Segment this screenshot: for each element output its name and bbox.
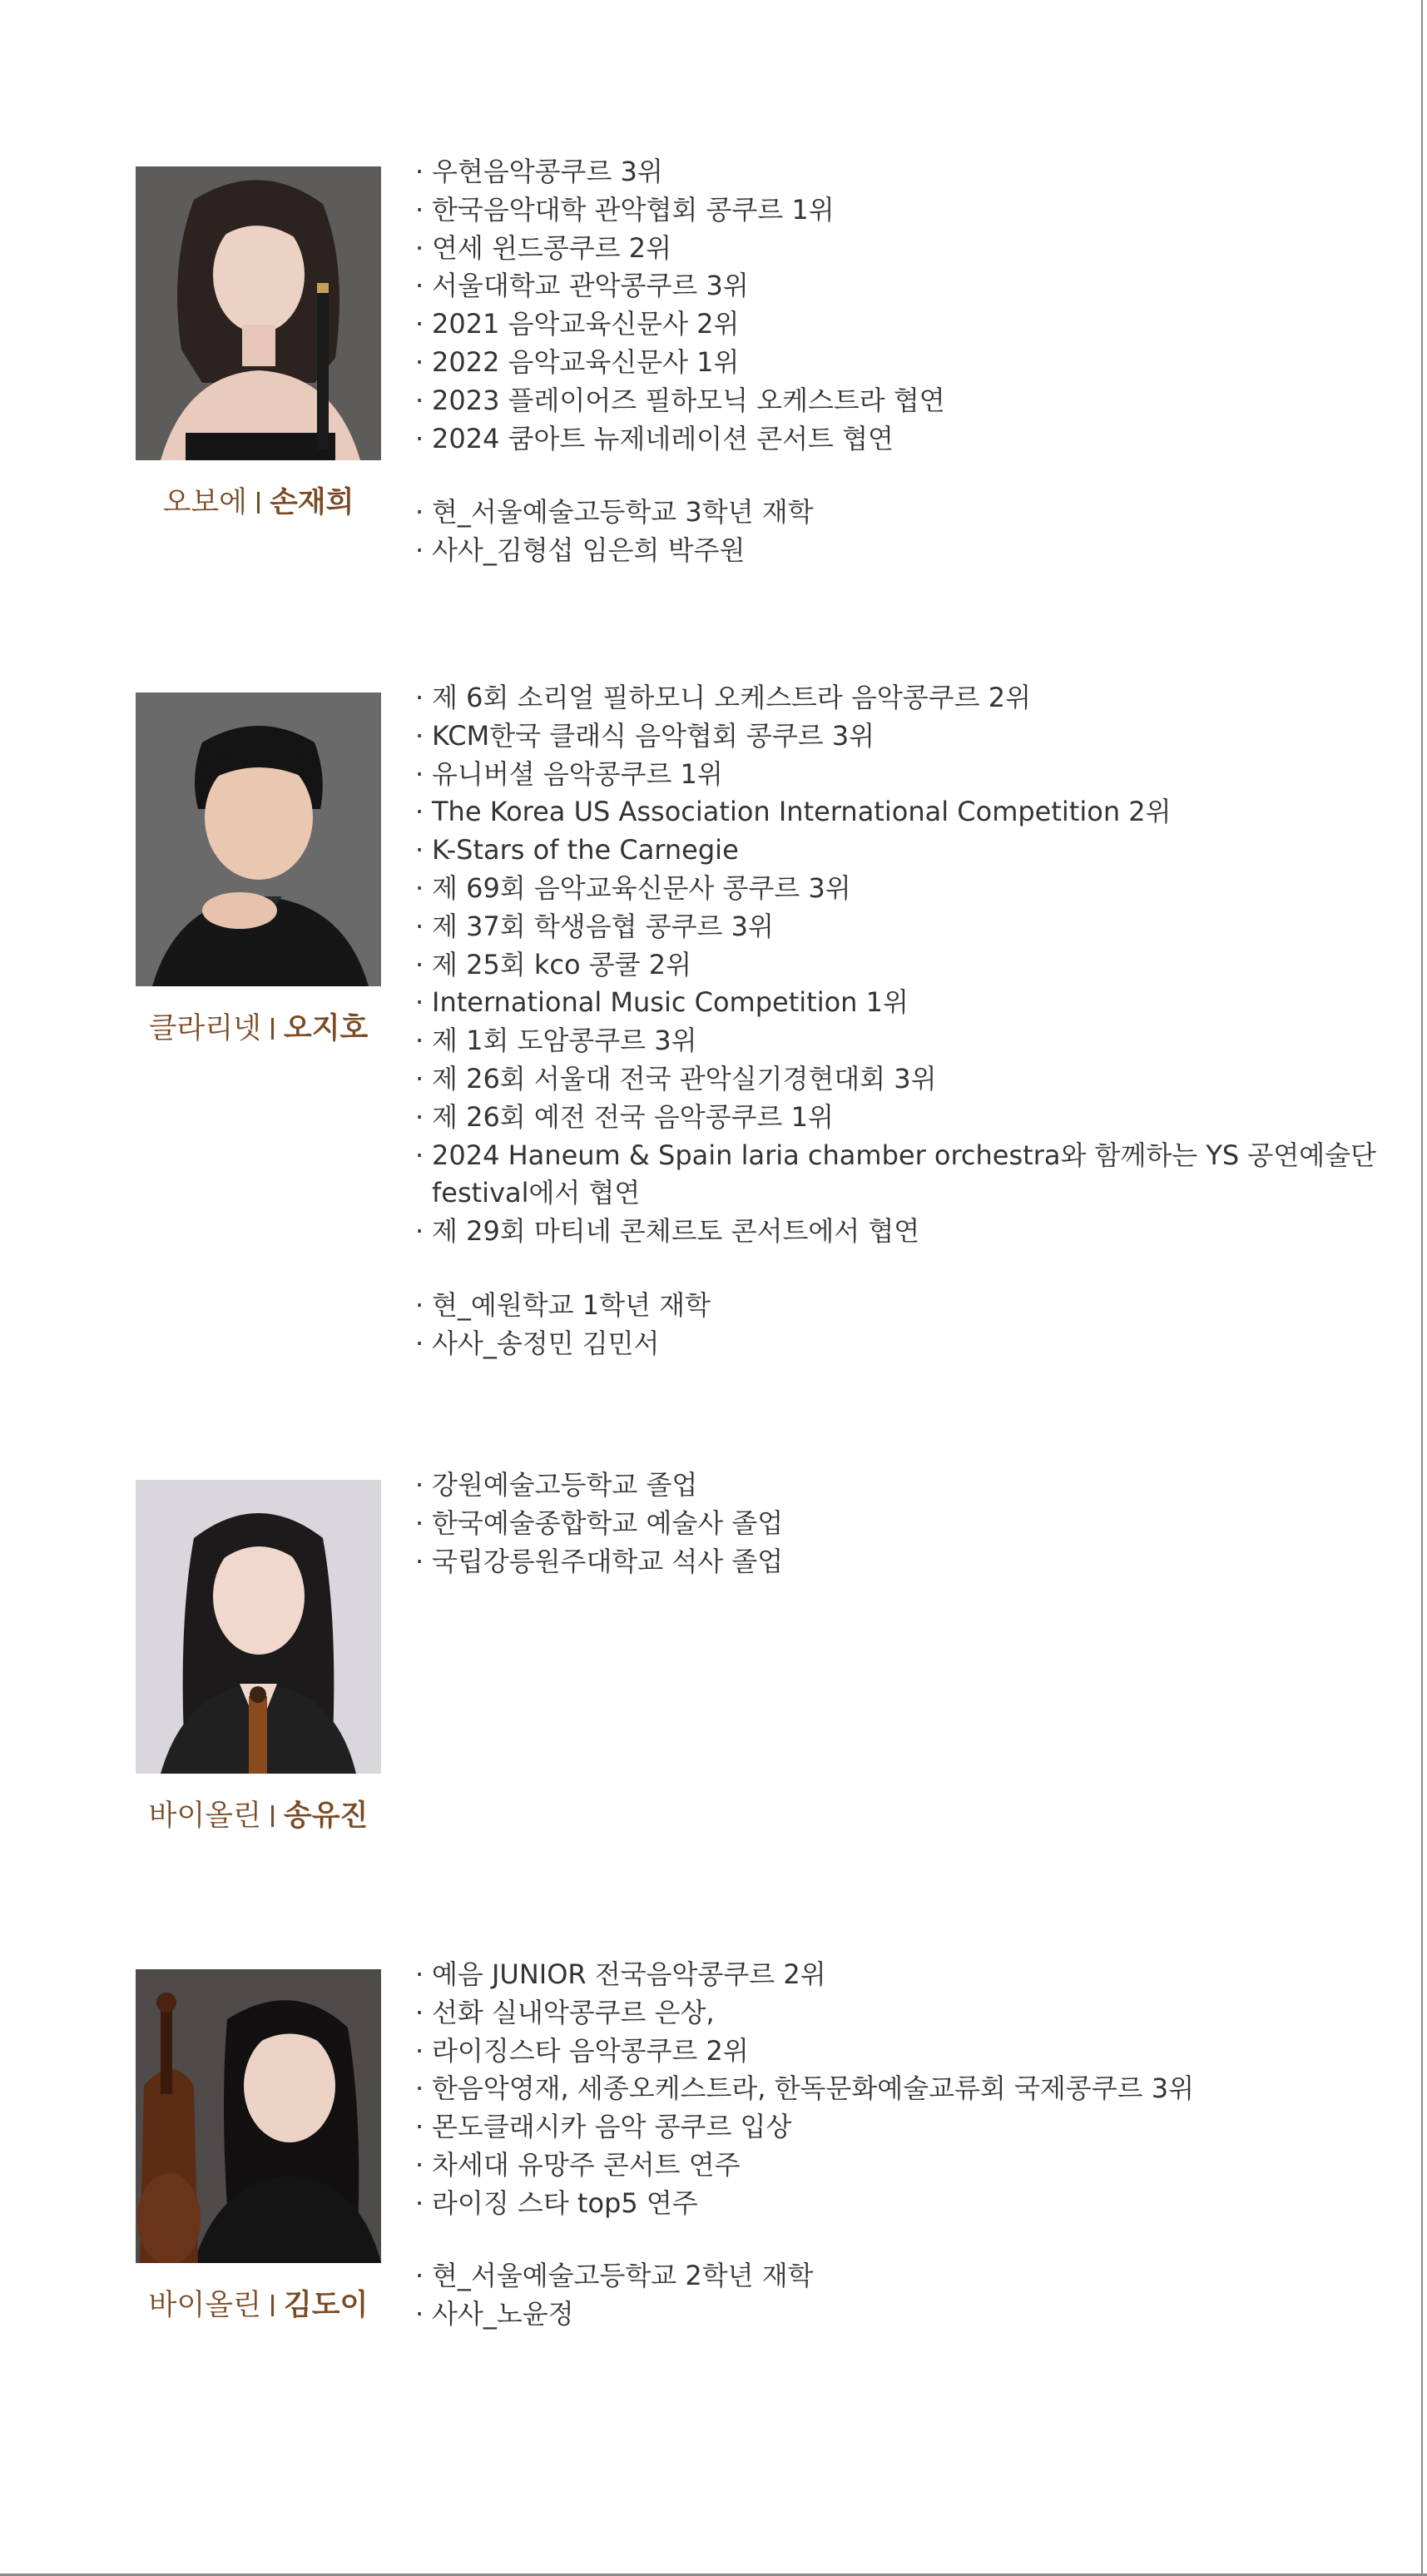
list-item: · 라이징 스타 top5 연주: [415, 2185, 1389, 2223]
list-item: · 2022 음악교육신문사 1위: [415, 344, 1389, 382]
portrait-photo: [136, 1480, 381, 1774]
portrait-photo: [136, 1969, 381, 2263]
performer-name: [119, 484, 398, 521]
name-separator: [257, 492, 260, 514]
list-item: · 라이징스타 음악콩쿠르 2위: [415, 2033, 1389, 2071]
education-list: [415, 2257, 1389, 2334]
list-item: · 한국음악대학 관악협회 콩쿠르 1위: [415, 191, 1389, 230]
list-item: · 한국예술종합학교 예술사 졸업: [415, 1505, 1389, 1543]
awards-list: [415, 1467, 1389, 1581]
instrument-label: 바이올린: [148, 2289, 261, 2322]
list-item: · 제 26회 서울대 전국 관악실기경현대회 3위: [415, 1060, 1389, 1099]
performer-name: [119, 2287, 398, 2324]
awards-list: [415, 153, 1389, 458]
education-list: [415, 494, 1389, 570]
name-separator: [271, 2295, 274, 2316]
performer-name-text: 송유진: [283, 1799, 369, 1833]
list-item: · 사사_송정민 김민서: [415, 1325, 1389, 1363]
list-item: · 몬도클래시카 음악 콩쿠르 입상: [415, 2108, 1389, 2147]
list-item: · 2021 음악교육신문사 2위: [415, 305, 1389, 344]
list-item: · 제 69회 음악교육신문사 콩쿠르 3위: [415, 870, 1389, 908]
list-item: · 강원예술고등학교 졸업: [415, 1467, 1389, 1505]
list-item: · 제 29회 마티네 콘체르토 콘서트에서 협연: [415, 1213, 1389, 1251]
list-item: · International Music Competition 1위: [415, 984, 1389, 1022]
list-item: · 서울대학교 관악콩쿠르 3위: [415, 267, 1389, 305]
list-item: · 차세대 유망주 콘서트 연주: [415, 2147, 1389, 2185]
instrument-label: 바이올린: [148, 1799, 261, 1833]
list-item: · 유니버셜 음악콩쿠르 1위: [415, 756, 1389, 794]
awards-list: [415, 1956, 1389, 2223]
list-item: · 현_서울예술고등학교 3학년 재학: [415, 494, 1389, 532]
education-list: [415, 1287, 1389, 1363]
performer-name-text: 김도이: [283, 2289, 369, 2322]
list-item: · 연세 윈드콩쿠르 2위: [415, 230, 1389, 268]
list-item: · 2024 쿰아트 뉴제네레이션 콘서트 협연: [415, 420, 1389, 459]
list-item: · 제 37회 학생음협 콩쿠르 3위: [415, 908, 1389, 946]
portrait-photo: [136, 166, 381, 460]
list-item: · 제 1회 도암콩쿠르 3위: [415, 1022, 1389, 1060]
instrument-label: 클라리넷: [148, 1012, 261, 1045]
performer-name-text: 오지호: [283, 1012, 369, 1045]
list-item: · 제 25회 kco 콩쿨 2위: [415, 946, 1389, 985]
performer-name: [119, 1010, 398, 1047]
instrument-label: 오보에: [162, 486, 247, 519]
list-item: · 제 26회 예전 전국 음악콩쿠르 1위: [415, 1099, 1389, 1137]
list-item: · 선화 실내악콩쿠르 은상,: [415, 1994, 1389, 2033]
name-separator: [271, 1018, 274, 1040]
list-item: · 예음 JUNIOR 전국음악콩쿠르 2위: [415, 1956, 1389, 1994]
list-item: · 2024 Haneum & Spain laria chamber orchestra와 함께하는 YS 공연예술단 festival에서 협연: [415, 1137, 1389, 1214]
name-separator: [271, 1805, 274, 1827]
list-item: · 현_예원학교 1학년 재학: [415, 1287, 1389, 1325]
list-item: · K-Stars of the Carnegie: [415, 831, 1389, 870]
list-item: · 사사_노윤정: [415, 2296, 1389, 2334]
list-item: · 현_서울예술고등학교 2학년 재학: [415, 2257, 1389, 2296]
list-item: · KCM한국 클래식 음악협회 콩쿠르 3위: [415, 717, 1389, 756]
performer-name: [119, 1798, 398, 1834]
performer-name-text: 손재희: [270, 486, 354, 519]
awards-list: [415, 679, 1389, 1251]
list-item: · 2023 플레이어즈 필하모닉 오케스트라 협연: [415, 382, 1389, 420]
list-item: · 국립강릉원주대학교 석사 졸업: [415, 1543, 1389, 1581]
list-item: · 우현음악콩쿠르 3위: [415, 153, 1389, 191]
list-item: · 한음악영재, 세종오케스트라, 한독문화예술교류회 국제콩쿠르 3위: [415, 2070, 1389, 2108]
portrait-photo: [136, 692, 381, 986]
list-item: · 제 6회 소리얼 필하모니 오케스트라 음악콩쿠르 2위: [415, 679, 1389, 717]
list-item: · 사사_김형섭 임은희 박주원: [415, 532, 1389, 570]
page-border-right: [1421, 0, 1423, 2576]
list-item: · The Korea US Association International Competition 2위: [415, 793, 1389, 831]
